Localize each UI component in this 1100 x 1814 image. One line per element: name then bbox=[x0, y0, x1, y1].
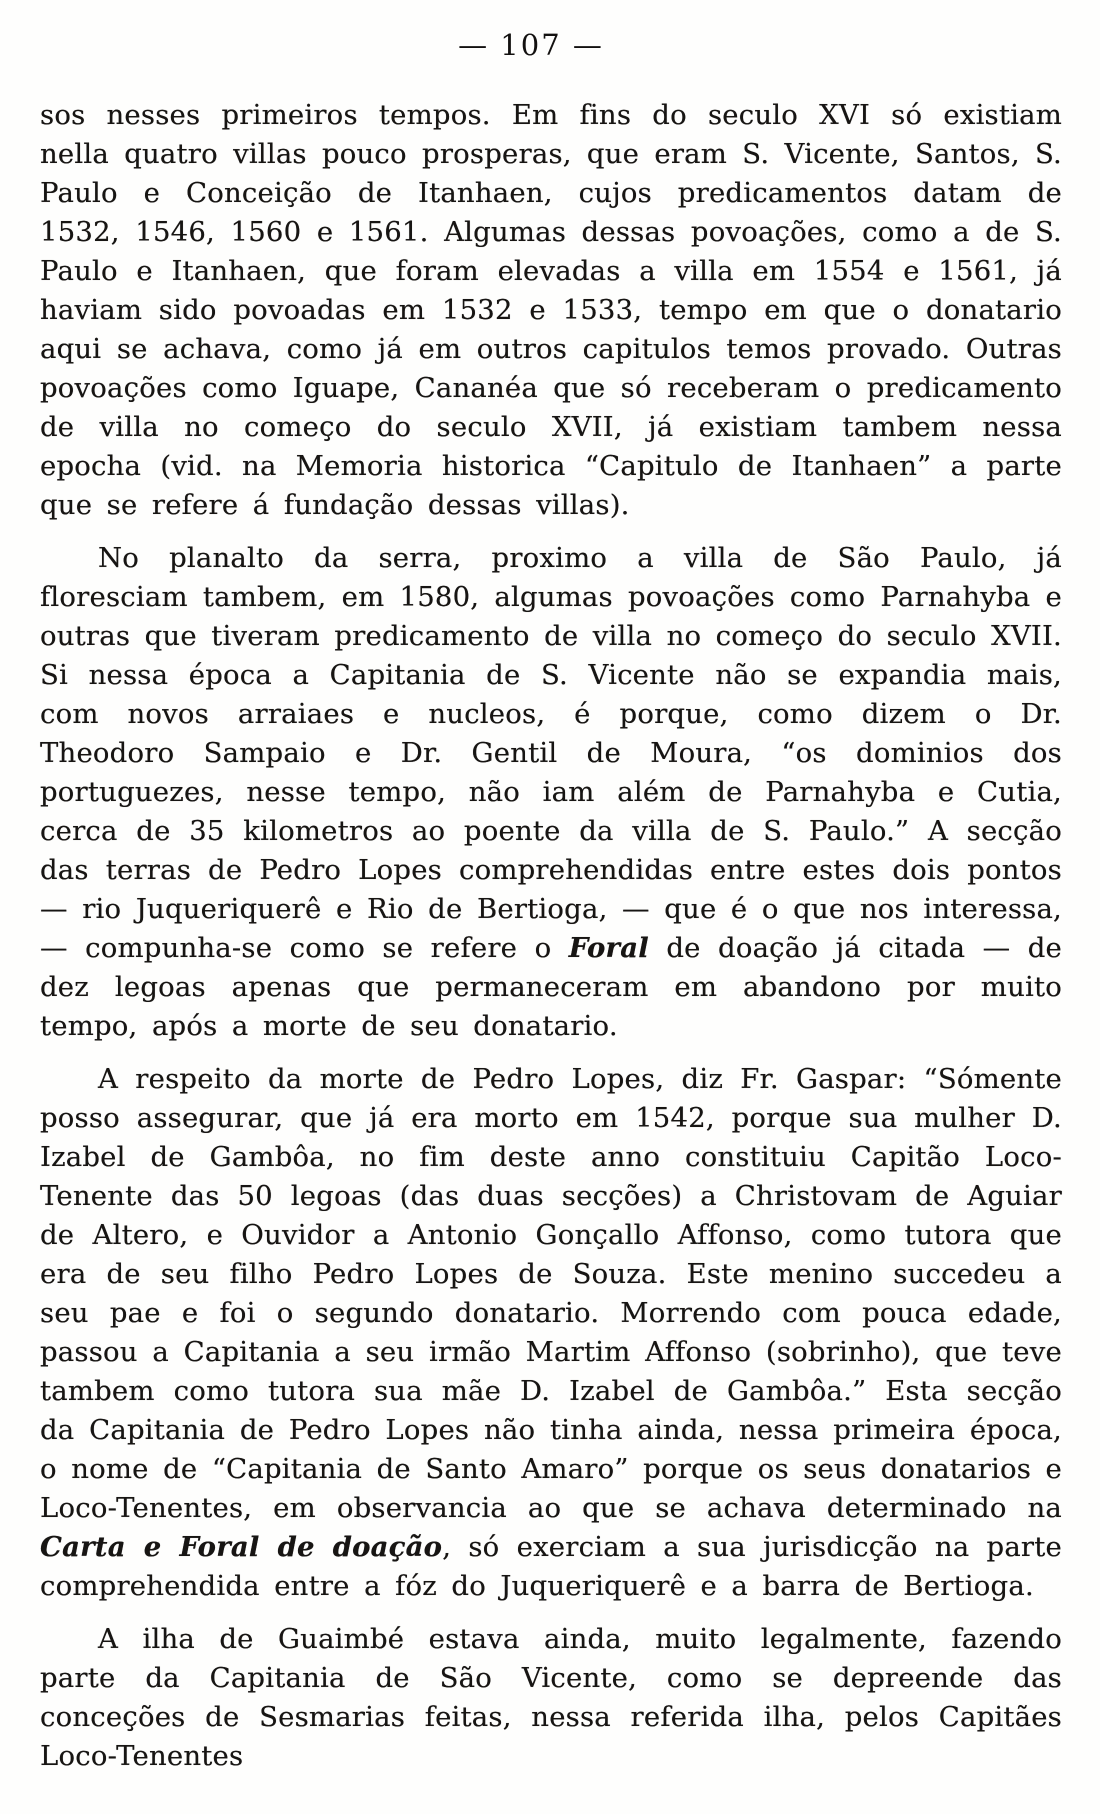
page-number: — 107 — bbox=[458, 28, 604, 62]
text-segment: A respeito da morte de Pedro Lopes, diz Fr. Gaspar: “Sómente posso assegurar, que já era morto em 1542, porque sua mulher D. Izabel de Gambôa, no fim deste anno constituiu Capitão Loco-Tenente das 50 legoas (das duas secções) a Christovam de Aguiar de Altero, e Ouvidor a Antonio Gonçallo Affonso, como tutora que era de seu filho Pedro Lopes de Souza. Este menino succedeu a seu pae e foi o segundo donatario. Morrendo com pouca edade, passou a Capitania a seu irmão Martim Affonso (sobrinho), que teve tambem como tutora sua mãe D. Izabel de Gambôa.” Esta secção da Capitania de Pedro Lopes não tinha ainda, nessa primeira época, o nome de “Capitania de Santo Amaro” porque os seus donatarios e Loco-Tenentes, em observancia ao que se achava determinado na bbox=[40, 1063, 1062, 1524]
paragraph-planalto bbox=[40, 539, 1062, 1046]
italic-text-segment: Carta e Foral de doação bbox=[40, 1531, 443, 1563]
text-segment: sos nesses primeiros tempos. Em fins do seculo XVI só existiam nella quatro villas pouco prosperas, que eram S. Vicente, Santos, S. Paulo e Conceição de Itanhaen, cujos predicamentos datam de 1532, 1546, 1560 e 1561. Algumas dessas povoações, como a de S. Paulo e Itanhaen, que foram elevadas a villa em 1554 e 1561, já haviam sido povoadas em 1532 e 1533, tempo em que o donatario aqui se achava, como já em outros capitulos temos provado. Outras povoações como Iguape, Cananéa que só receberam o predicamento de villa no começo do seculo XVII, já existiam tambem nessa epocha (vid. na Memoria historica “Capitulo de Itanhaen” a parte que se refere á fundação dessas villas). bbox=[40, 99, 1062, 521]
paragraph-ilha-guaimbe bbox=[40, 1620, 1062, 1776]
text-segment: A ilha de Guaimbé estava ainda, muito legalmente, fazendo parte da Capitania de São Vicente, como se depreende das conceções de Sesmarias feitas, nessa referida ilha, pelos Capitães Loco-Tenentes bbox=[40, 1623, 1062, 1772]
paragraph-continuation bbox=[40, 96, 1062, 525]
text-segment: , só exerciam a sua jurisdicção na parte comprehendida entre a fóz do Juqueriquerê e a barra de Bertioga. bbox=[40, 1531, 1063, 1602]
page-body bbox=[40, 96, 1062, 1776]
text-segment: de doação já citada — de dez legoas apenas que permaneceram em abandono por muito tempo, após a morte de seu donatario. bbox=[40, 932, 1062, 1042]
italic-text-segment: Foral bbox=[568, 932, 649, 964]
paragraph-morte-pedro-lopes bbox=[40, 1060, 1062, 1606]
text-segment: No planalto da serra, proximo a villa de São Paulo, já floresciam tambem, em 1580, algumas povoações como Parnahyba e outras que tiveram predicamento de villa no começo do seculo XVII. Si nessa época a Capitania de S. Vicente não se expandia mais, com novos arraiaes e nucleos, é porque, como dizem o Dr. Theodoro Sampaio e Dr. Gentil de Moura, “os dominios dos portuguezes, nesse tempo, não iam além de Parnahyba e Cutia, cerca de 35 kilometros ao poente da villa de S. Paulo.” A secção das terras de Pedro Lopes comprehendidas entre estes dois pontos — rio Juqueriquerê e Rio de Bertioga, — que é o que nos interessa, — compunha-se como se refere o bbox=[40, 542, 1062, 964]
